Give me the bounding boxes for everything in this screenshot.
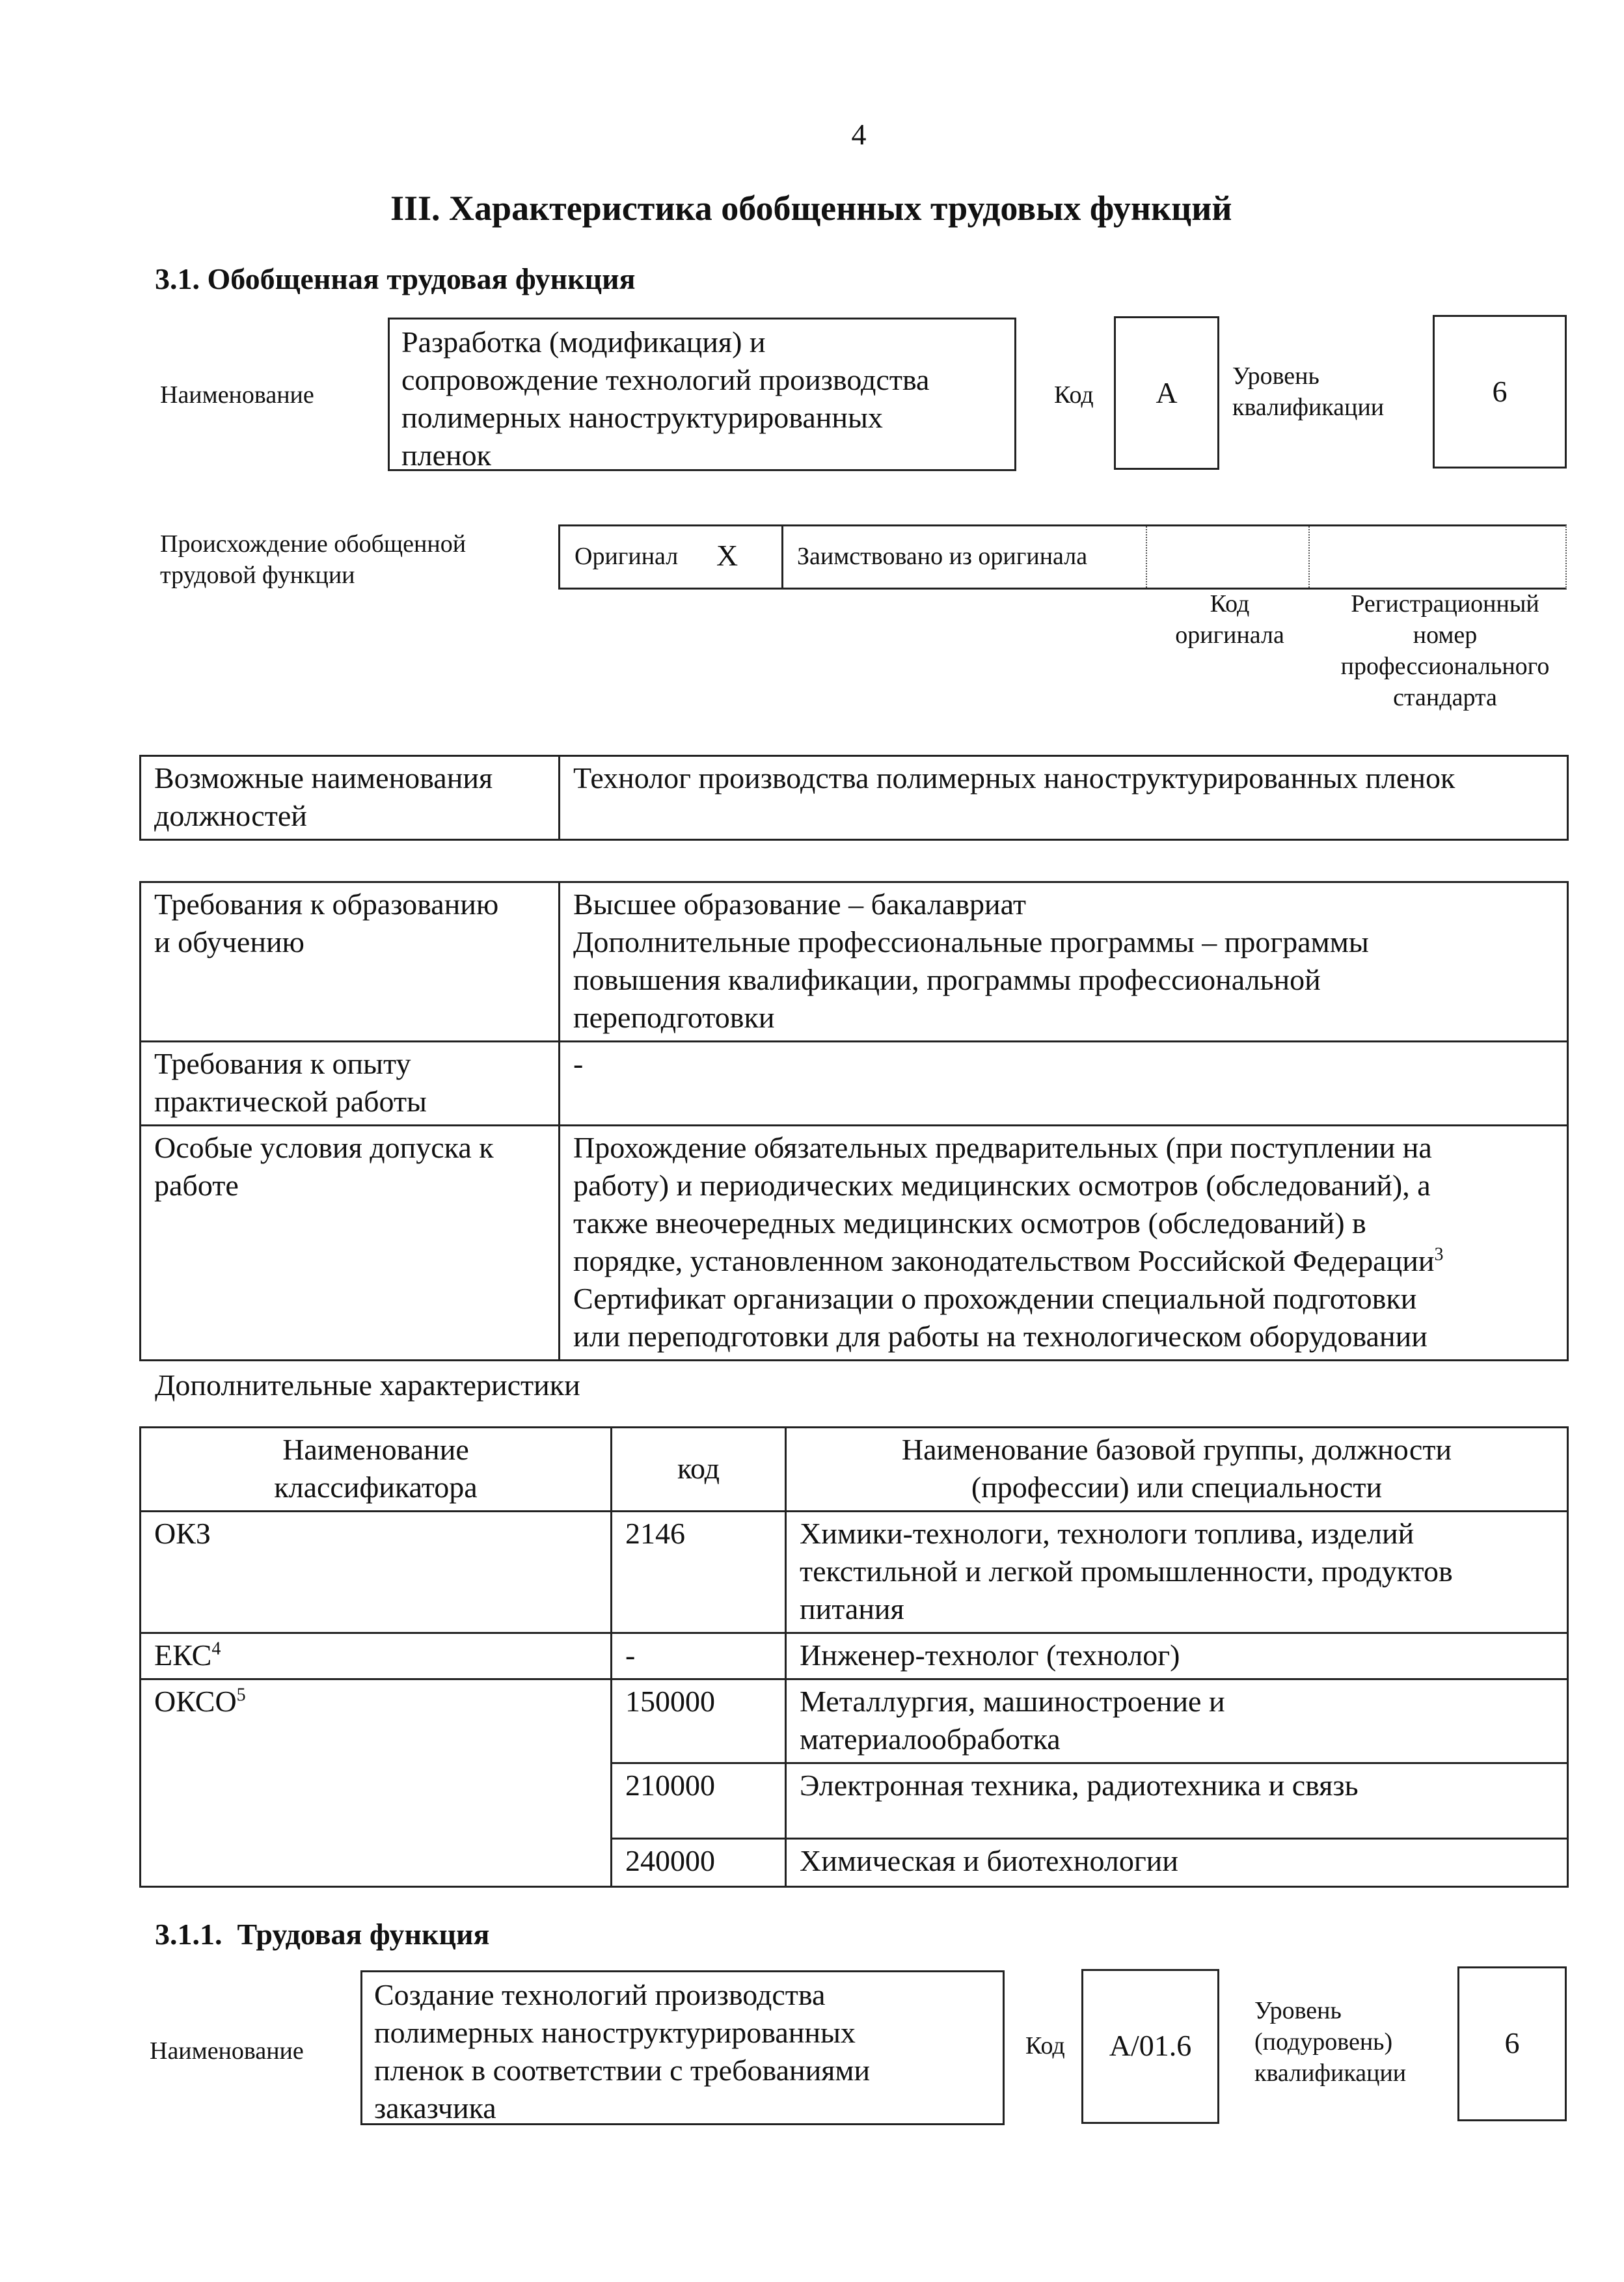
origin-label — [160, 528, 466, 591]
eks-code: - — [612, 1633, 786, 1679]
tf-name-label: Наименование — [150, 2037, 304, 2065]
tf-name-line: полимерных наноструктурированных — [374, 2016, 856, 2049]
requirement-value-line: также внеочередных медицинских осмотров (обследований) в — [573, 1206, 1366, 1240]
requirement-label-line: работе — [154, 1169, 239, 1202]
gtf-code-box — [1114, 316, 1219, 470]
requirement-value — [560, 1126, 1568, 1361]
tf-level-label-line: (подуровень) — [1254, 2028, 1393, 2056]
header-classifier — [141, 1428, 612, 1512]
tf-level-box — [1457, 1966, 1567, 2121]
gtf-level-label-line: квалификации — [1232, 394, 1385, 421]
requirement-value-line — [573, 1242, 1554, 1280]
requirement-value-line: Высшее образование – бакалавриат — [573, 888, 1026, 921]
okz-code: 2146 — [612, 1512, 786, 1633]
gtf-level-label-line: Уровень — [1232, 362, 1320, 390]
requirement-label-line: практической работы — [154, 1085, 427, 1118]
tf-name-line: Создание технологий производства — [374, 1978, 826, 2011]
origin-table — [558, 524, 1567, 590]
gtf-code-value: A — [1156, 376, 1178, 409]
tf-level-label-line: квалификации — [1254, 2059, 1407, 2087]
okz-desc-line: Химики-технологи, технологи топлива, изделий — [800, 1517, 1414, 1550]
okz-name: ОКЗ — [141, 1512, 612, 1633]
okso-desc — [786, 1763, 1568, 1839]
gtf-heading: 3.1. Обобщенная трудовая функция — [155, 262, 636, 295]
okso-name — [141, 1679, 612, 1887]
okso-name-text: ОКСО — [154, 1685, 237, 1718]
okso-desc-line: Химическая и биотехнологии — [800, 1844, 1178, 1877]
gtf-code-label: Код — [1054, 381, 1094, 409]
requirement-value-text: порядке, установленном законодательством Российской Федерации — [573, 1244, 1435, 1277]
original-mark: X — [716, 539, 738, 572]
requirement-label-line: Особые условия допуска к — [154, 1131, 494, 1164]
header-group — [786, 1428, 1568, 1512]
gtf-name-box — [388, 318, 1016, 471]
okz-desc-line: питания — [800, 1592, 904, 1625]
requirement-label-line: Требования к образованию — [154, 888, 499, 921]
page-number: 4 — [851, 118, 867, 151]
tf-code-value: A/01.6 — [1109, 2029, 1192, 2062]
caption-line: стандарта — [1393, 684, 1497, 711]
gtf-name-line: полимерных наноструктурированных — [401, 401, 883, 434]
requirement-value-line: повышения квалификации, программы профессиональной — [573, 963, 1321, 996]
okso-desc-line: Электронная техника, радиотехника и связь — [800, 1769, 1359, 1802]
positions-label-line: должностей — [154, 799, 307, 832]
eks-name-text: ЕКС — [154, 1638, 212, 1672]
requirement-value-line: переподготовки — [573, 1001, 775, 1034]
code-original-caption — [1152, 588, 1308, 651]
tf-level-label — [1254, 1995, 1406, 2089]
header-line: классификатора — [274, 1471, 478, 1504]
requirement-label — [141, 1126, 560, 1361]
reg-number-caption — [1312, 588, 1578, 713]
requirement-value-line: работу) и периодических медицинских осмотров (обследований), а — [573, 1169, 1431, 1202]
requirement-value-line: Сертификат организации о прохождении специальной подготовки — [573, 1282, 1417, 1315]
tf-name-line: заказчика — [374, 2091, 496, 2125]
origin-label-line: трудовой функции — [160, 562, 355, 589]
gtf-name-line: пленок — [401, 439, 491, 472]
tf-level-label-line: Уровень — [1254, 1997, 1342, 2024]
caption-line: Код — [1210, 590, 1250, 618]
header-code: код — [612, 1428, 786, 1512]
section-title: III. Характеристика обобщенных трудовых функций — [390, 189, 1232, 228]
requirement-value-line: или переподготовки для работы на технологическом оборудовании — [573, 1320, 1428, 1353]
caption-line: номер — [1413, 621, 1478, 649]
additional-heading: Дополнительные характеристики — [155, 1368, 580, 1402]
okz-desc — [786, 1512, 1568, 1633]
eks-name — [141, 1633, 612, 1679]
gtf-name-label: Наименование — [160, 381, 314, 409]
borrowed-label: Заимствовано из оригинала — [797, 543, 1088, 570]
requirements-table — [139, 881, 1569, 1361]
footnote-ref: 5 — [236, 1685, 246, 1705]
gtf-level-box — [1433, 315, 1567, 469]
tf-level-value: 6 — [1504, 2026, 1520, 2059]
requirement-value-line: Дополнительные профессиональные программы – программы — [573, 925, 1369, 958]
eks-desc: Инженер-технолог (технолог) — [786, 1633, 1568, 1679]
okz-desc-line: текстильной и легкой промышленности, продуктов — [800, 1555, 1453, 1588]
gtf-name-line: сопровождение технологий производства — [401, 363, 930, 396]
original-label: Оригинал — [575, 543, 679, 570]
caption-line: оригинала — [1175, 621, 1284, 649]
requirement-value — [560, 1042, 1568, 1126]
requirement-label — [141, 882, 560, 1042]
positions-label — [141, 756, 560, 840]
requirement-label — [141, 1042, 560, 1126]
requirement-label-line: и обучению — [154, 925, 304, 958]
header-line: Наименование — [282, 1433, 469, 1466]
tf-name-box — [360, 1970, 1005, 2125]
requirement-value-line: Прохождение обязательных предварительных (при поступлении на — [573, 1131, 1432, 1164]
header-line: Наименование базовой группы, должности — [901, 1433, 1452, 1466]
gtf-name-line: Разработка (модификация) и — [401, 325, 766, 359]
tf-code-box — [1081, 1969, 1219, 2124]
okso-desc-line: материалообработка — [800, 1722, 1061, 1756]
positions-label-line: Возможные наименования — [154, 761, 493, 795]
okso-code: 150000 — [612, 1679, 786, 1763]
requirement-label-line: Требования к опыту — [154, 1047, 411, 1080]
header-line: (профессии) или специальности — [971, 1471, 1383, 1504]
gtf-level-value: 6 — [1492, 375, 1508, 408]
origin-label-line: Происхождение обобщенной — [160, 530, 467, 558]
okso-desc — [786, 1839, 1568, 1887]
requirement-value-line: - — [573, 1047, 584, 1080]
tf-heading: 3.1.1. Трудовая функция — [155, 1918, 490, 1951]
tf-code-label: Код — [1025, 2032, 1065, 2059]
okso-code: 210000 — [612, 1763, 786, 1839]
okso-desc-line: Металлургия, машиностроение и — [800, 1685, 1225, 1718]
positions-table — [139, 755, 1569, 841]
footnote-ref: 4 — [211, 1638, 221, 1659]
okso-code: 240000 — [612, 1839, 786, 1887]
classifier-table — [139, 1426, 1569, 1888]
caption-line: Регистрационный — [1351, 590, 1539, 618]
caption-line: профессионального — [1340, 653, 1550, 680]
footnote-ref: 3 — [1434, 1244, 1444, 1265]
requirement-value — [560, 882, 1568, 1042]
tf-name-line: пленок в соответствии с требованиями — [374, 2054, 871, 2087]
positions-value: Технолог производства полимерных наноструктурированных пленок — [560, 756, 1568, 840]
gtf-level-label — [1232, 360, 1384, 423]
okso-desc — [786, 1679, 1568, 1763]
